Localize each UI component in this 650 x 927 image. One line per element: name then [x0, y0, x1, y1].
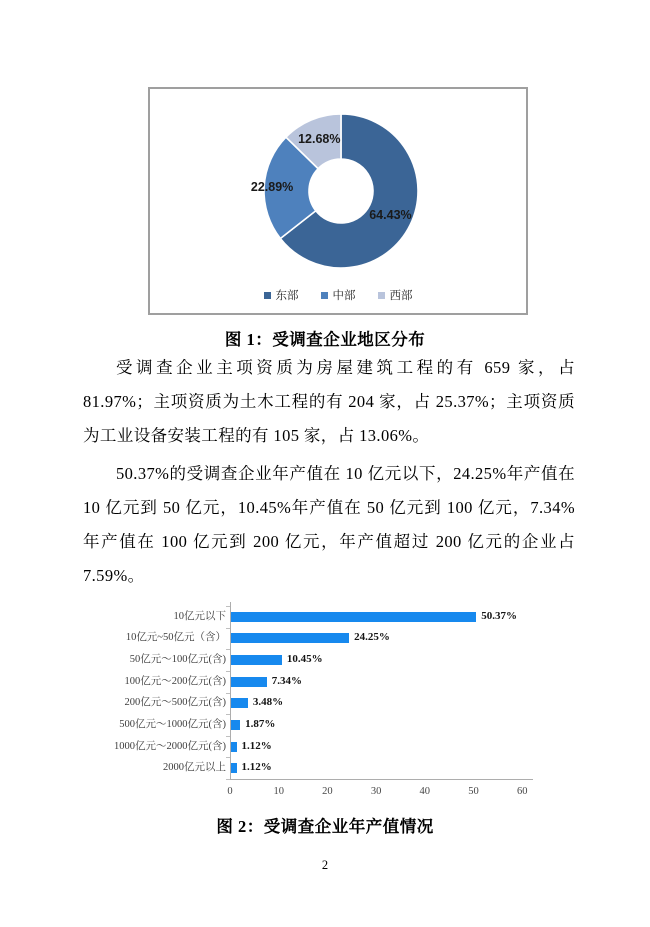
legend-swatch-icon [264, 292, 271, 299]
body-paragraph-output-value: 50.37%的受调查企业年产值在 10 亿元以下，24.25%年产值在 10 亿元到 50 亿元，10.45%年产值在 50 亿元到 100 亿元，7.34%年产值在 100 亿元到 200 亿元，年产值超过 200 亿元的企业占 7.59%。 [83, 464, 575, 585]
bar-value-label: 1.87% [245, 717, 276, 730]
bar-value-label: 3.48% [252, 696, 284, 709]
bar-chart [105, 598, 550, 803]
figure1-caption: 图 1：受调查企业地区分布 [224, 330, 426, 349]
figure2-caption: 图 2：受调查企业年产值情况 [216, 817, 434, 836]
donut-slice-label: 64.43% [369, 208, 412, 223]
bar [231, 698, 248, 708]
y-axis-tick [226, 606, 230, 607]
donut-legend [150, 287, 526, 303]
legend-label: 中部 [332, 290, 356, 302]
y-axis-tick [226, 649, 230, 650]
bar-category-label: 10亿元~50亿元（含） [125, 632, 226, 644]
bar [231, 655, 282, 665]
x-axis-tick-label: 10 [273, 786, 284, 797]
legend-label: 西部 [389, 290, 413, 302]
y-axis-tick [226, 628, 230, 629]
y-axis-tick [226, 736, 230, 737]
bar-category-label: 10亿元以下 [173, 610, 226, 622]
x-axis-tick-label: 60 [516, 786, 528, 797]
bar-category-label: 200亿元～500亿元(含) [124, 697, 226, 709]
body-paragraph-qualifications: 受调查企业主项资质为房屋建筑工程的有 659 家，占 81.97%；主项资质为土木工程的有 204 家，占 25.37%；主项资质为工业设备安装工程的有 105 家，占 13.06%。 [83, 358, 575, 445]
bar-value-label: 10.45% [286, 653, 323, 666]
bar [231, 677, 267, 687]
donut-slice-label: 22.89% [250, 180, 294, 195]
donut-slice-label: 12.68% [298, 132, 341, 147]
page-number: 2 [321, 858, 329, 872]
bar-category-label: 2000亿元以上 [163, 762, 226, 774]
bar-value-label: 50.37% [481, 609, 518, 622]
bar-value-label: 1.12% [241, 739, 272, 752]
y-axis-tick [226, 693, 230, 694]
y-axis-tick [226, 714, 230, 715]
bar-category-label: 100亿元～200亿元(含) [124, 675, 226, 687]
x-axis-tick-label: 20 [322, 786, 333, 797]
legend-item-西部 [378, 287, 413, 303]
legend-swatch-icon [378, 292, 385, 299]
y-axis-tick [226, 757, 230, 758]
y-axis-tick [226, 671, 230, 672]
bar-value-label: 7.34% [271, 674, 302, 687]
bar [231, 763, 237, 773]
figure1-donut-chart-frame [148, 87, 528, 315]
x-axis-tick-label: 40 [419, 786, 431, 797]
bar-value-label: 1.12% [241, 761, 272, 774]
bar-category-label: 500亿元～1000亿元(含) [119, 718, 226, 730]
legend-item-东部 [264, 287, 299, 303]
bar-value-label: 24.25% [354, 631, 390, 644]
legend-label: 东部 [275, 290, 299, 302]
x-axis-tick-label: 0 [227, 786, 233, 797]
bar-category-label: 50亿元～100亿元(含) [129, 654, 226, 666]
bar [231, 633, 349, 643]
bar-category-label: 1000亿元～2000亿元(含) [114, 740, 226, 752]
legend-item-中部 [321, 287, 356, 303]
x-axis-tick-label: 50 [468, 786, 479, 797]
x-axis-line [230, 779, 533, 780]
y-axis-line [230, 602, 231, 779]
legend-swatch-icon [321, 292, 328, 299]
bar [231, 720, 240, 730]
x-axis-tick-label: 30 [370, 786, 382, 797]
bar [231, 612, 476, 622]
y-axis-tick [226, 779, 230, 780]
bar [231, 742, 237, 752]
